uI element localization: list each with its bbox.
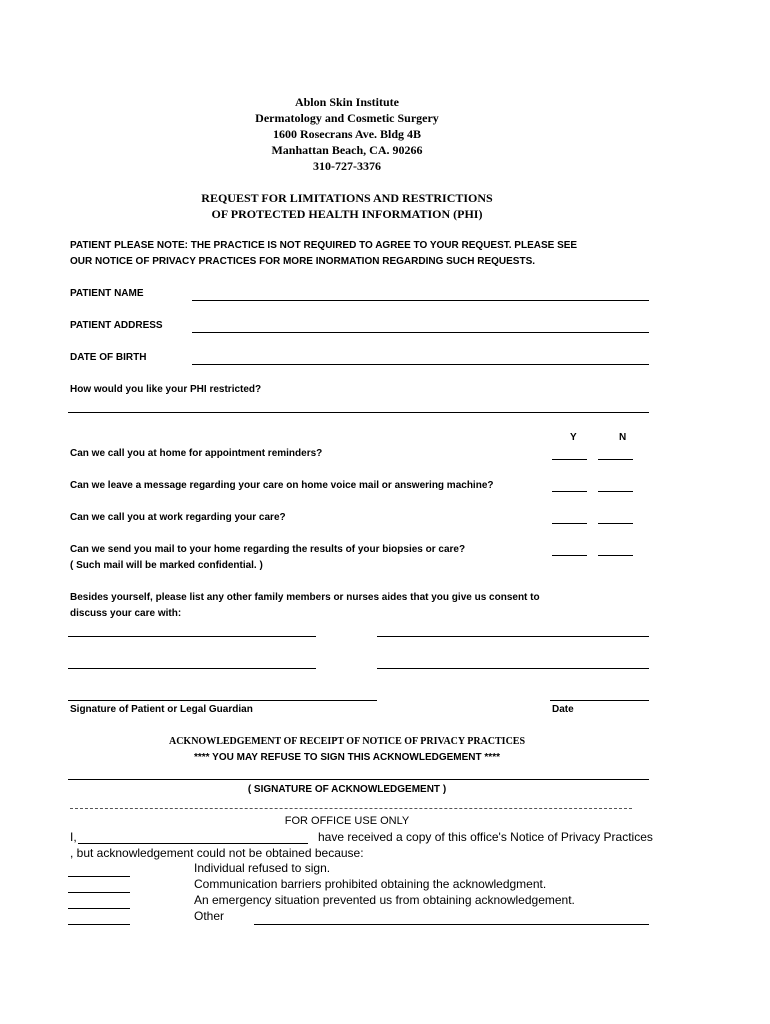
office-use-heading: FOR OFFICE USE ONLY [284, 815, 410, 827]
patient-address-label: PATIENT ADDRESS [70, 320, 163, 331]
voice-mail-no-field[interactable] [598, 491, 633, 492]
consent-person-field-4[interactable] [377, 668, 649, 669]
no-column-header: N [619, 432, 627, 443]
home-call-no-field[interactable] [598, 459, 633, 460]
reason-other-field[interactable] [254, 924, 649, 925]
acknowledgement-signature-field[interactable] [68, 779, 649, 780]
signature-date-label: Date [552, 704, 574, 715]
question-mail-results: Can we send you mail to your home regarding the results of your biopsies or care? [70, 544, 466, 555]
work-call-no-field[interactable] [598, 523, 633, 524]
restriction-question: How would you like your PHI restricted? [70, 384, 262, 395]
consent-person-field-3[interactable] [68, 668, 316, 669]
yes-column-header: Y [570, 432, 577, 443]
cut-divider [70, 808, 632, 809]
question-work-call: Can we call you at work regarding your care? [70, 512, 286, 523]
acknowledgement-not-obtained-text: , but acknowledgement could not be obtained because: [70, 846, 364, 860]
home-call-yes-field[interactable] [552, 459, 587, 460]
restriction-field[interactable] [68, 412, 649, 413]
refuse-notice: **** YOU MAY REFUSE TO SIGN THIS ACKNOWLEDGEMENT **** [194, 752, 500, 763]
patient-signature-label: Signature of Patient or Legal Guardian [70, 704, 253, 715]
patient-address-field[interactable] [192, 332, 649, 333]
mail-results-no-field[interactable] [598, 555, 633, 556]
patient-note-line2: OUR NOTICE OF PRIVACY PRACTICES FOR MORE INORMATION REGARDING SUCH REQUESTS. [70, 256, 536, 267]
question-voice-mail: Can we leave a message regarding your care on home voice mail or answering machine? [70, 480, 494, 491]
signature-date-field[interactable] [550, 700, 649, 701]
consent-text-line2: discuss your care with: [70, 608, 182, 619]
patient-signature-field[interactable] [68, 700, 377, 701]
reason-refused-label: Individual refused to sign. [194, 861, 331, 875]
institute-phone: 310-727-3376 [313, 159, 381, 173]
consent-text-line1: Besides yourself, please list any other family members or nurses aides that you give us consent to [70, 592, 540, 603]
work-call-yes-field[interactable] [552, 523, 587, 524]
institute-name: Ablon Skin Institute [294, 95, 400, 109]
institute-specialty: Dermatology and Cosmetic Surgery [255, 111, 439, 125]
consent-person-field-2[interactable] [377, 636, 649, 637]
mail-results-yes-field[interactable] [552, 555, 587, 556]
voice-mail-yes-field[interactable] [552, 491, 587, 492]
office-prefix: I, [70, 830, 77, 844]
date-of-birth-label: DATE OF BIRTH [70, 352, 147, 363]
question-home-call: Can we call you at home for appointment reminders? [70, 448, 323, 459]
reason-communication-label: Communication barriers prohibited obtaining the acknowledgment. [194, 877, 547, 891]
reason-other-checkbox[interactable] [68, 924, 130, 925]
reason-other-label: Other [194, 909, 225, 923]
acknowledgement-title: ACKNOWLEDGEMENT OF RECEIPT OF NOTICE OF PRIVACY PRACTICES [168, 736, 526, 747]
patient-note-line1: PATIENT PLEASE NOTE: THE PRACTICE IS NOT REQUIRED TO AGREE TO YOUR REQUEST. PLEASE SEE [70, 240, 578, 251]
reason-refused-checkbox[interactable] [68, 876, 130, 877]
consent-person-field-1[interactable] [68, 636, 316, 637]
patient-name-field[interactable] [192, 300, 649, 301]
question-mail-results-note: ( Such mail will be marked confidential. ) [70, 560, 263, 571]
reason-emergency-label: An emergency situation prevented us from obtaining acknowledgement. [194, 893, 575, 907]
institute-address-line1: 1600 Rosecrans Ave. Bldg 4B [272, 127, 422, 141]
reason-emergency-checkbox[interactable] [68, 908, 130, 909]
staff-name-field[interactable] [78, 843, 308, 844]
received-copy-text: have received a copy of this office's Notice of Privacy Practices [318, 830, 653, 844]
acknowledgement-signature-label: ( SIGNATURE OF ACKNOWLEDGEMENT ) [247, 784, 447, 795]
patient-name-label: PATIENT NAME [70, 288, 144, 299]
date-of-birth-field[interactable] [192, 364, 649, 365]
form-title-line1: REQUEST FOR LIMITATIONS AND RESTRICTIONS [201, 191, 493, 205]
reason-communication-checkbox[interactable] [68, 892, 130, 893]
form-title-line2: OF PROTECTED HEALTH INFORMATION (PHI) [211, 207, 483, 221]
institute-address-line2: Manhattan Beach, CA. 90266 [271, 143, 423, 157]
